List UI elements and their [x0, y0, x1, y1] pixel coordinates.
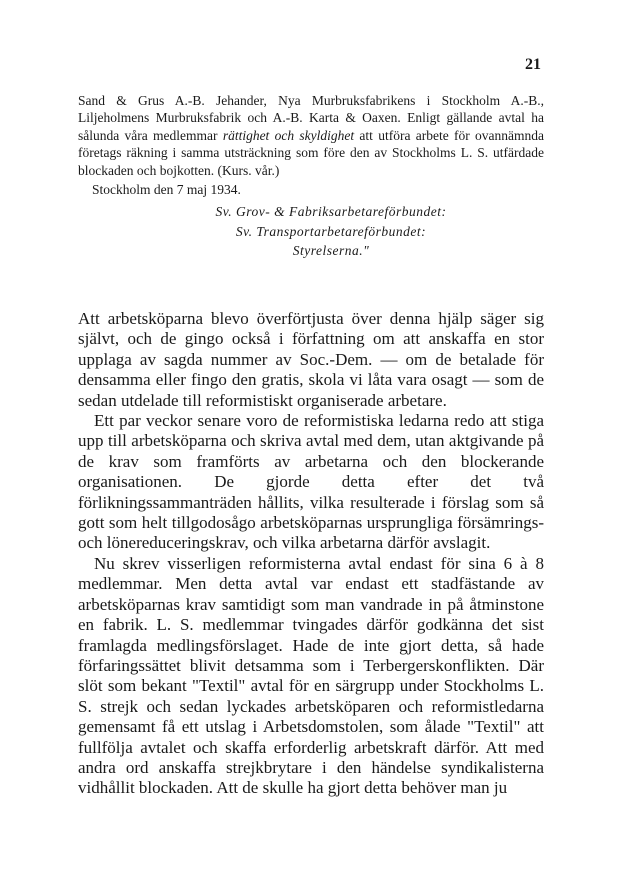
- body-paragraph: Att arbetsköparna blevo överförtjusta över denna hjälp säger sig självt, och de gingo också i författning om att anskaffa en stor upplaga av sagda nummer av Soc.-Dem. — om de betalade för densamma eller fingo den gratis, skola vi låta vara osagt — som de sedan utdelade till reformistiskt organiserade arbetare.: [78, 309, 544, 410]
- quote-text-end: att utföra arbete för ovannämnda företags räkning i samma utsträckning som före den av Stockholms L. S. utfärdade blockaden och bojkotten. (Kurs. vår.): [78, 127, 544, 178]
- body-paragraph: Nu skrev visserligen reformisterna avtal endast för sina 6 à 8 medlemmar. Men detta avtal var endast ett stadfästande av arbetsköparnas krav samtidigt som man vandrade in på åtminstone en fabrik. L. S. medlemmar tvingades därför godkänna det sist framlagda medlingsförslaget. Hade de inte gjort detta, så hade förfaringssättet blivit detsamma som i Terbergerskonflikten. Där slöt som bekant "Textil" avtal för en särgrupp under Stockholms L. S. strejk och sedan lyckades arbetsköparen och reformistledarna gemensamt få ett utslag i Arbetsdomstolen, som ålade "Textil" att fullfölja avtalet och skaffa erforderlig arbetskraft därför. Att med andra ord anskaffa strejkbrytare i den händelse syndikalisterna vidhållit blockaden. Att de skulle ha gjort detta behöver man ju: [78, 553, 544, 798]
- body-text: [78, 309, 544, 799]
- quoted-statement: [78, 92, 544, 261]
- signature-line: Sv. Transportarbetareförbundet:: [235, 223, 427, 239]
- quote-paragraph: [78, 92, 544, 179]
- page-number: 21: [525, 56, 541, 73]
- quote-emphasis: rättighet och skyldighet: [222, 127, 355, 143]
- signature-line: Sv. Grov- & Fabriksarbetareförbundet:: [215, 204, 447, 220]
- quote-text: Sand & Grus A.-B. Jehander, Nya Murbruksfabrikens i Stockholm A.-B., Liljeholmens Murbruksfabrik och A.-B. Karta & Oaxen. Enligt gällande avtal ha sålunda våra medlemmar: [78, 93, 544, 143]
- signature-block: [78, 202, 544, 261]
- signature-line: Styrelserna.": [292, 243, 370, 259]
- body-paragraph: Ett par veckor senare voro de reformistiska ledarna redo att stiga upp till arbetsköparna och skriva avtal med dem, utan aktgivande på de krav som framförts av arbetarna och den blockerande organisationen. De gjorde detta efter det två förlikningssammanträden hållits, vilka resulterade i förslag som så gott som helt tillgodosågo arbetsköparnas ursprungliga försämrings- och lönereduceringskrav, och vilka arbetarna därför avslagit.: [78, 411, 544, 553]
- quote-date-line: Stockholm den 7 maj 1934.: [92, 182, 241, 198]
